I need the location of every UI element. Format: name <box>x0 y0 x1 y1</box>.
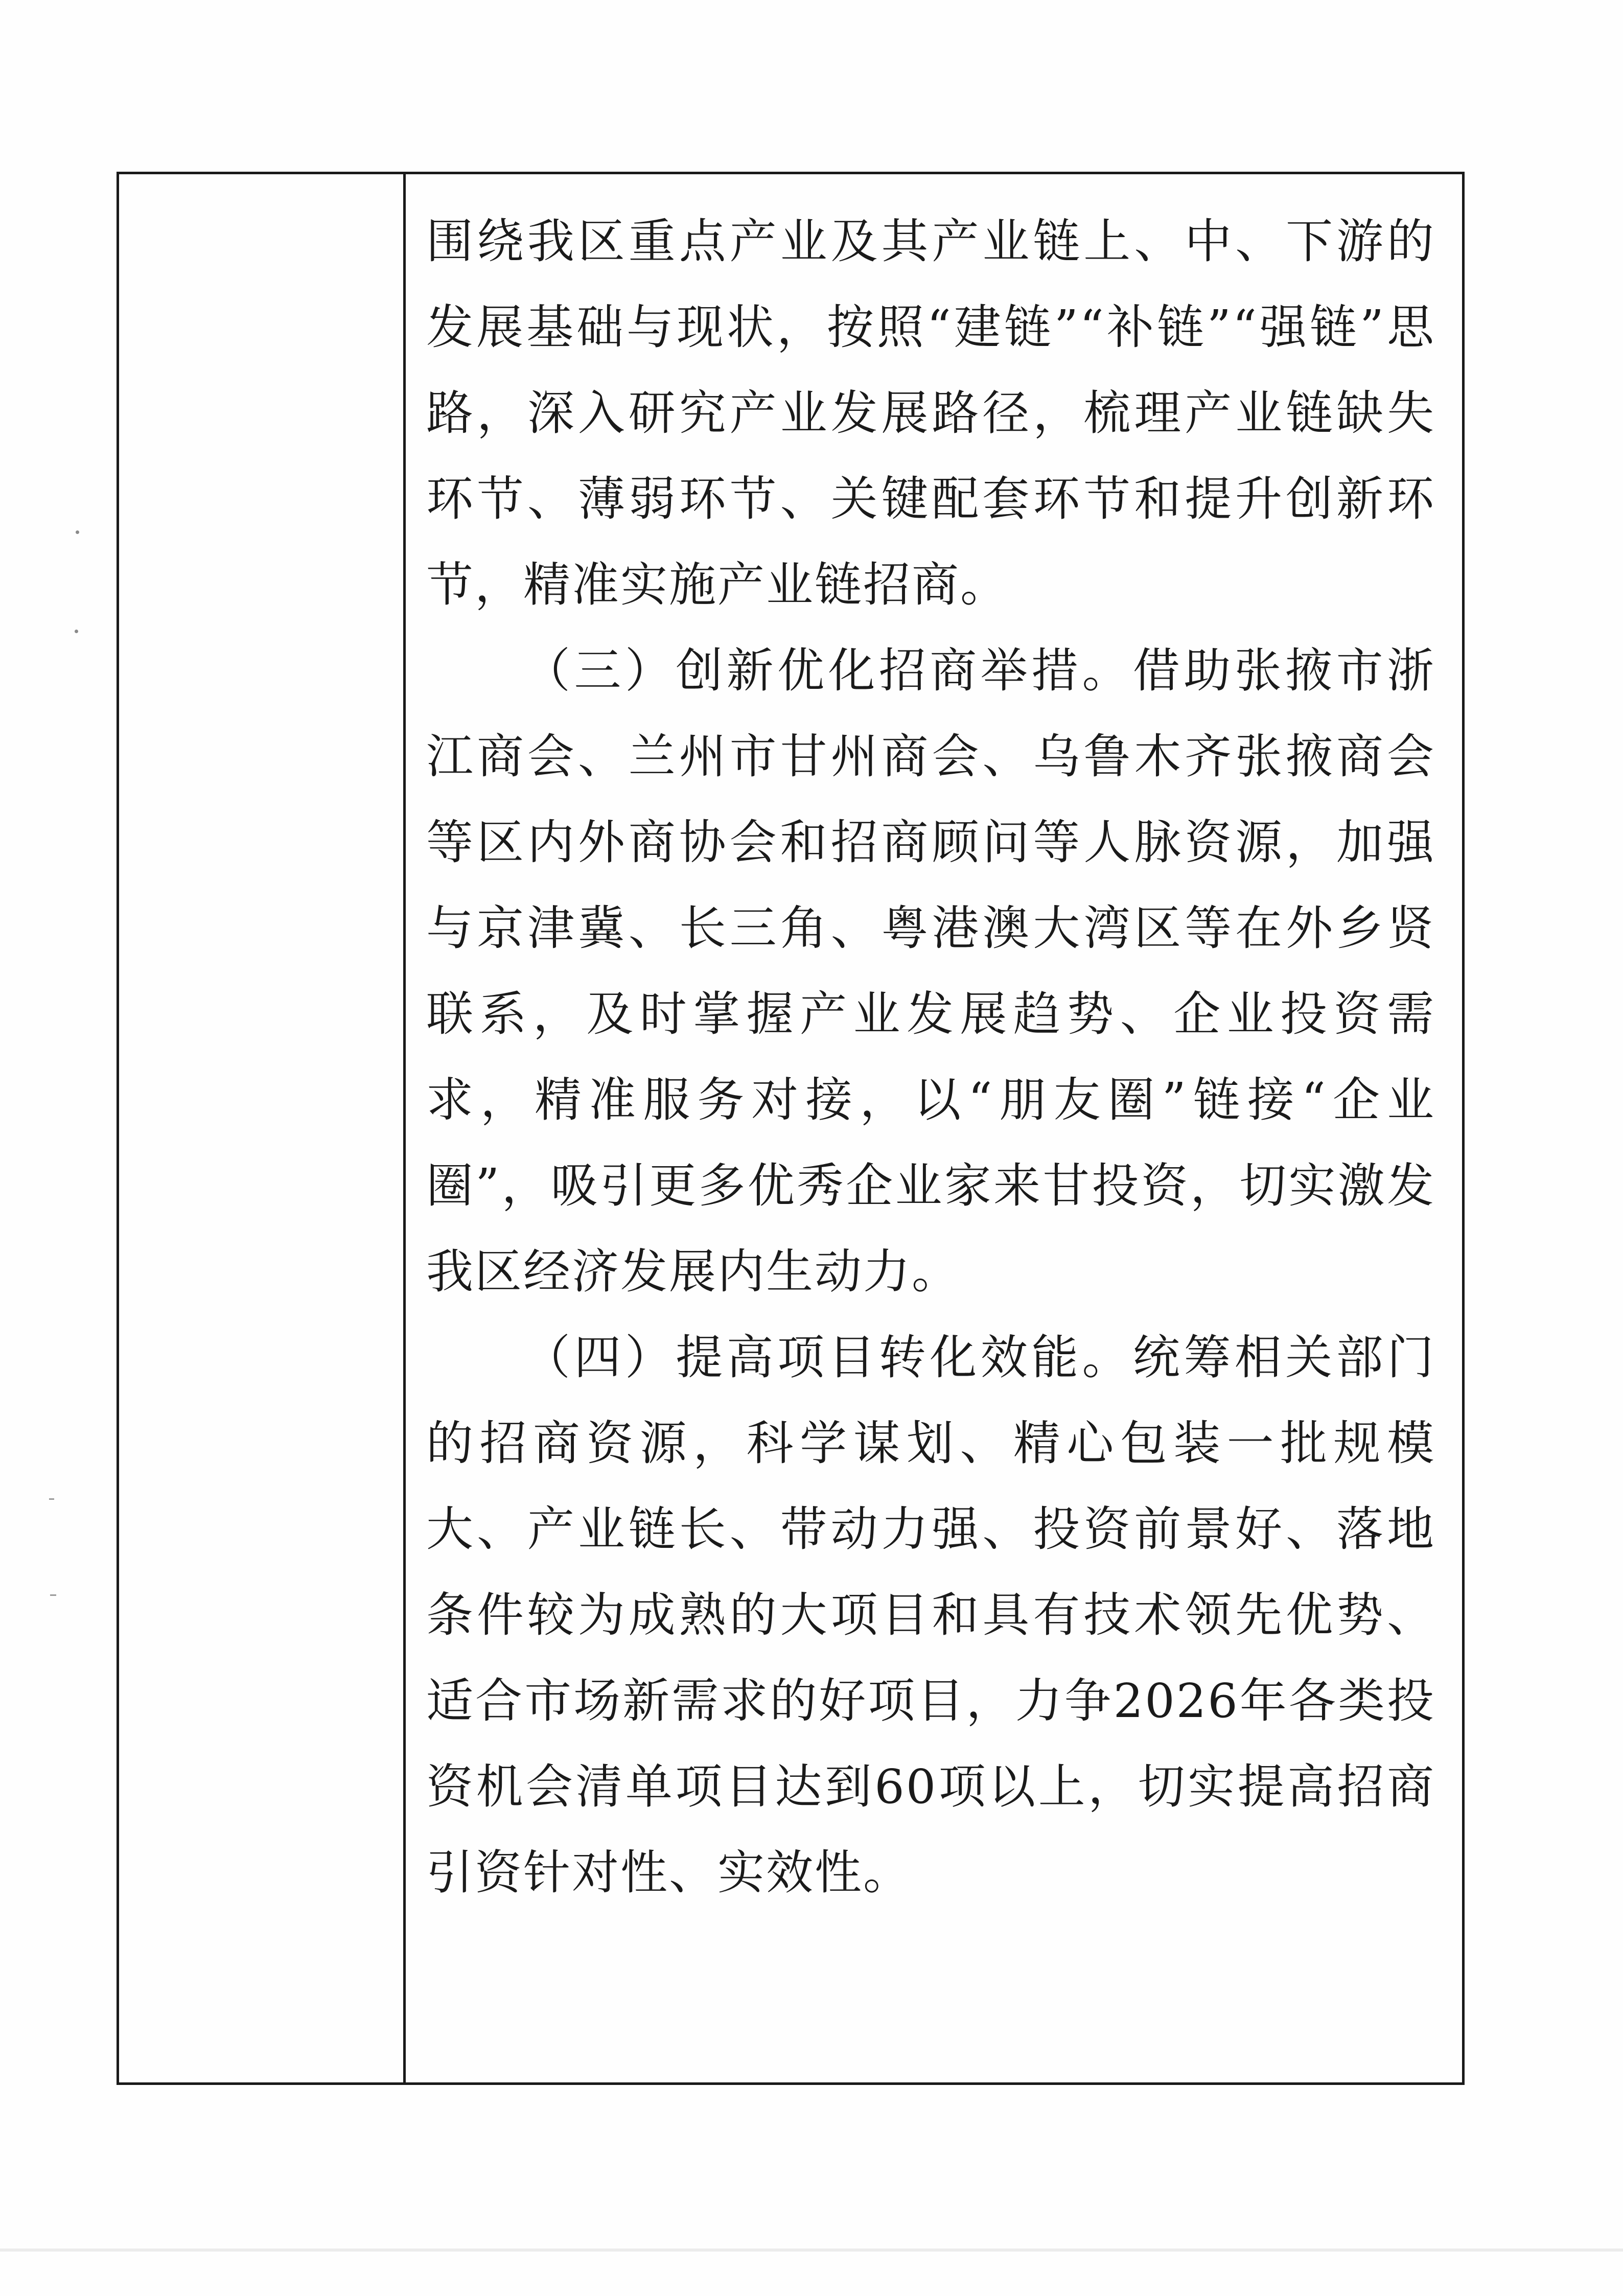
body-paragraph-section-three: （三）创新优化招商举措。借助张掖市浙江商会、兰州市甘州商会、乌鲁木齐张掖商会等区内外商协会和招商顾问等人脉资源，加强与京津冀、长三角、粤港澳大湾区等在外乡贤联系，及时掌握产业发展趋势、企业投资需求，精准服务对接，以“朋友圈”链接“企业圈”，吸引更多优秀企业家来甘投资，切实激发我区经济发展内生动力。 <box>426 643 1435 1299</box>
body-paragraph-section-four: （四）提高项目转化效能。统筹相关部门的招商资源，科学谋划、精心包装一批规模大、产业链长、带动力强、投资前景好、落地条件较为成熟的大项目和具有技术领先优势、适合市场新需求的好项目，力争2026年各类投资机会清单项目达到60项以上，切实提高招商引资针对性、实效性。 <box>426 1330 1435 1900</box>
scan-speck <box>50 1594 56 1596</box>
body-paragraph-continued: 围绕我区重点产业及其产业链上、中、下游的发展基础与现状，按照“建链”“补链”“强链”思路，深入研究产业发展路径，梳理产业链缺失环节、薄弱环节、关键配套环节和提升创新环节，精准实施产业链招商。 <box>426 214 1435 612</box>
table-label-cell <box>119 174 406 2082</box>
scan-speck <box>76 530 79 534</box>
scan-speck <box>49 1498 54 1500</box>
table-content-cell <box>406 174 1462 2082</box>
form-table <box>117 172 1465 2085</box>
scan-bottom-edge <box>0 2248 1623 2252</box>
scan-speck <box>75 630 78 633</box>
